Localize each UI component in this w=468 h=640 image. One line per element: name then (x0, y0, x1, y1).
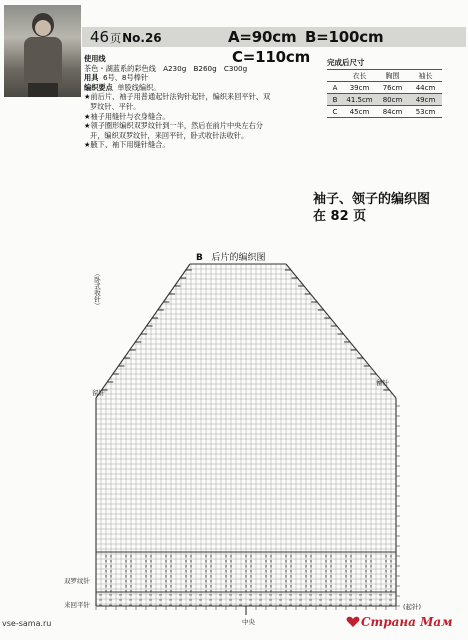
left-shoulder-label: 留针 (92, 389, 105, 397)
size-cell: 41.5cm (343, 94, 376, 106)
pattern-number: No.26 (122, 31, 162, 45)
size-table-header-cell: 衣长 (343, 70, 376, 82)
neck-cast-off-label: （卧式收针） (93, 270, 101, 309)
double-rib-label: 双罗纹针 (64, 577, 90, 585)
yarn-heading: 使用线 (84, 54, 106, 63)
size-table-header-cell: 袖长 (409, 70, 442, 82)
key-heading: 编织要点 (84, 82, 113, 92)
chart-title-letter: B (196, 253, 203, 263)
cast-on-label: (起针) (403, 603, 422, 611)
step-1: ★前后片、袖子用普通起针法钩针起针，编织来回平针、双 (84, 92, 271, 102)
garter-label: 来回平针 (64, 601, 90, 609)
step-3: ★领子圈形编织双罗纹针到一半，然后在前片中央左右分 (84, 121, 263, 131)
note-line-2: 在 82 页 (313, 209, 367, 224)
key-line: 单股线编织。 (117, 82, 161, 92)
tools-heading: 用具 (84, 73, 99, 83)
page-number-value: 46 (90, 28, 110, 46)
size-cell: C (327, 106, 343, 118)
size-cell: 84cm (376, 106, 409, 118)
page-char: 页 (110, 32, 122, 45)
size-a: A=90cm (228, 28, 297, 46)
size-b: B=100cm (304, 28, 384, 46)
step-3-cont: 开，编织双罗纹针，来回平针，卧式收针法收针。 (90, 130, 249, 140)
site-logo: Страна Мам (361, 615, 453, 629)
yarn-line: 茶色・湖蓝系的彩色线 A230g B260g C300g (84, 63, 248, 73)
chart-marks (96, 270, 400, 615)
step-2: ★袖子用缝针与衣身缝合。 (84, 111, 170, 121)
step-1-cont: 罗纹针、平针。 (90, 101, 141, 111)
size-cell: B (327, 94, 343, 106)
watermark-text: vse-sama.ru (2, 619, 52, 628)
chart-title-text: 后片的编织图 (211, 253, 266, 263)
note-line-1: 袖子、领子的编织图 (313, 192, 431, 207)
size-cell: 49cm (409, 94, 442, 106)
tools-line: 6号、8号棒针 (102, 73, 149, 83)
size-table-header-cell: 胸围 (376, 70, 409, 82)
chart-grid (96, 264, 396, 606)
size-cell: 45cm (343, 106, 376, 118)
size-cell: 76cm (376, 82, 409, 94)
size-cell: 44cm (409, 82, 442, 94)
size-table-title: 完成后尺寸 (327, 58, 365, 67)
step-4: ★腋下、袖下用缝针缝合。 (84, 140, 170, 150)
size-cell: A (327, 82, 343, 94)
right-shoulder-label: 留针 (376, 379, 389, 387)
size-cell: 53cm (409, 106, 442, 118)
heart-icon (346, 616, 360, 628)
size-c: C=110cm (232, 48, 311, 66)
center-label: 中央 (242, 618, 255, 626)
size-cell: 39cm (343, 82, 376, 94)
size-cell: 80cm (376, 94, 409, 106)
